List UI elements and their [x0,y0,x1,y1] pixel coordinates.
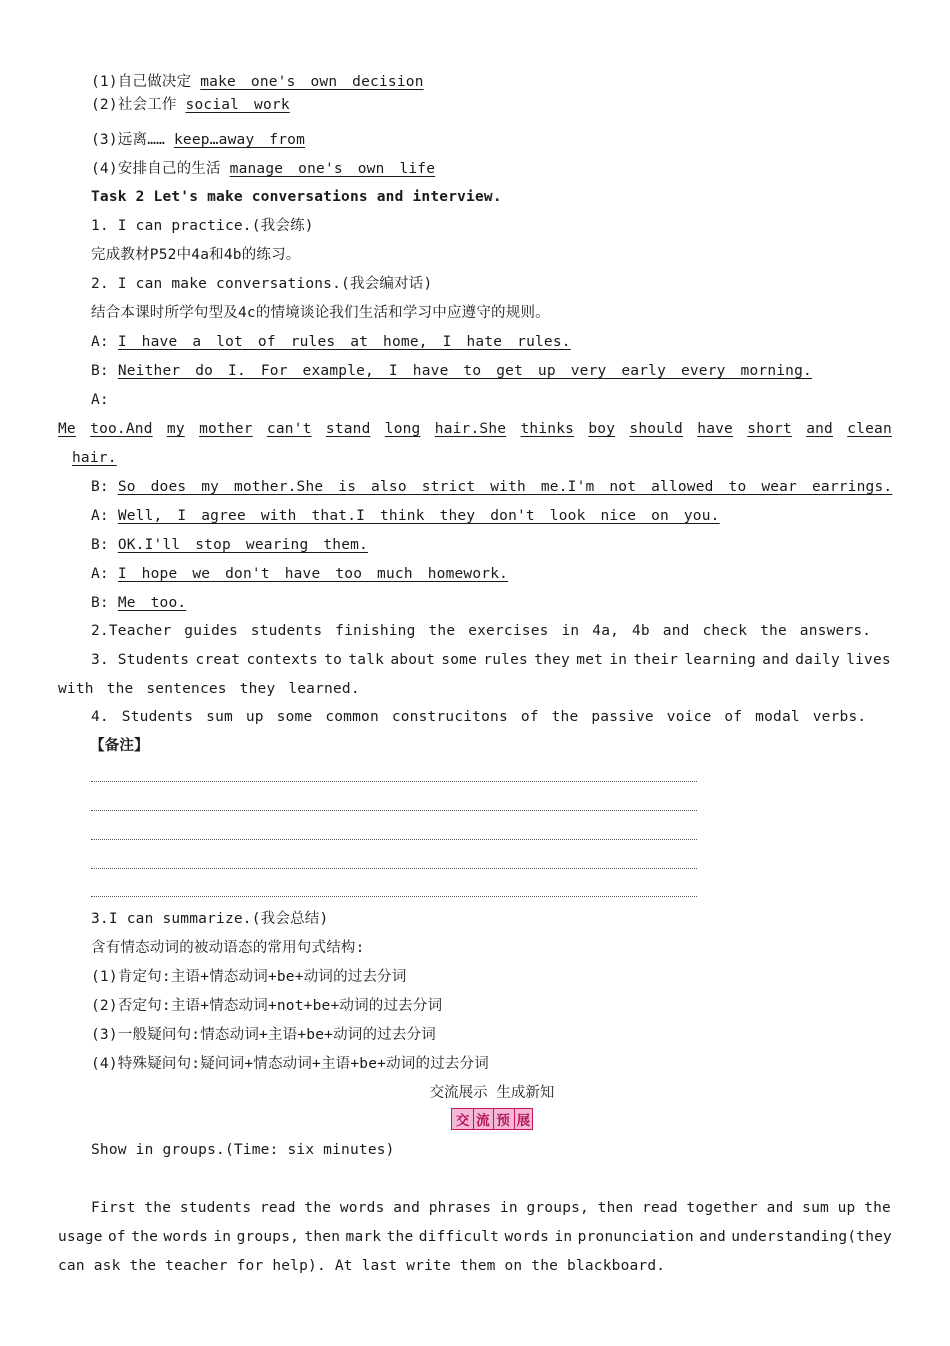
step-word: they [534,652,570,668]
step-word: met [576,652,604,668]
phrase-2-answer: social work [185,97,290,113]
dialogue-line-3-cont [72,448,117,468]
step-word: and [762,652,789,668]
task2-title: Task 2 Let's make conversations and interview. [91,189,502,205]
step-word: learning [684,652,756,668]
step-2: 2.Teacher guides students finishing the exercises in 4a, 4b and check the answers. [91,623,872,639]
paragraph-word: groups, [526,1200,589,1216]
dialogue-line-3 [58,419,892,439]
paragraph-word: pronunciation [577,1229,694,1245]
paragraph-word: words [504,1229,550,1245]
paragraph-word: up [837,1200,856,1216]
dialogue-line-1 [91,332,571,352]
phrase-2-label: (2)社会工作 [91,97,177,113]
paragraph-word: then [304,1229,341,1245]
paragraph-word: read [259,1200,296,1216]
step-3 [91,650,891,670]
badge-char: 交 [455,1113,470,1129]
paragraph-word: phrases [428,1200,492,1216]
badge-char: 展 [514,1109,531,1129]
step-word: daily [795,652,840,668]
phrase-3 [91,130,305,150]
paragraph-word: difficult [418,1229,500,1245]
paragraph-word: read [642,1200,678,1216]
phrase-4-label: (4)安排自己的生活 [91,161,221,177]
phrase-4-answer: manage one's own life [229,161,436,177]
notes-line [91,810,697,811]
paragraph-word: in [554,1229,573,1245]
step-word: rules [483,652,528,668]
paragraph-word: mark [345,1229,382,1245]
paragraph-word: sum [802,1200,829,1216]
task2-item1: 1. I can practice.(我会练) [91,218,314,234]
summary-item-2: (2)否定句:主语+情态动词+not+be+动词的过去分词 [91,998,443,1014]
dialogue-answer: I have a lot of rules at home, I hate rules. [117,334,571,350]
dialogue-line-7 [91,564,508,584]
dialogue-word: and [806,421,833,437]
step-word: lives [846,652,891,668]
dialogue-answer: Well, I agree with that.I think they don't look nice on you. [117,508,720,524]
paragraph-word: the [144,1200,172,1216]
task2-item2: 2. I can make conversations.(我会编对话) [91,276,433,292]
paragraph-line-3: can ask the teacher for help). At last write them on the blackboard. [58,1258,666,1274]
paragraph-word: the [386,1229,414,1245]
dialogue-word: short [747,421,792,437]
dialogue-word: too.And [90,421,153,437]
summary-item-1: (1)肯定句:主语+情态动词+be+动词的过去分词 [91,969,407,985]
paragraph-word: First [91,1200,136,1216]
dialogue-word: boy [588,421,616,437]
paragraph-word: and [766,1200,794,1216]
paragraph-word: the [304,1200,332,1216]
notes-line [91,896,697,897]
paragraph-word: in [213,1229,232,1245]
dialogue-word: hair.She [434,421,507,437]
dialogue-line-8 [91,593,186,613]
dialogue-line-6 [91,535,368,555]
dialogue-word: have [697,421,733,437]
speaker-label: B: [91,479,109,495]
dialogue-answer: I hope we don't have too much homework. [117,566,509,582]
dialogue-word: mother [199,421,253,437]
dialogue-word: my [166,421,185,437]
speaker-label: A: [91,566,109,582]
task2-item1-desc: 完成教材P52中4a和4b的练习。 [91,247,301,263]
step-4: 4. Students sum up some common construcitons of the passive voice of modal verbs. [91,709,867,725]
phrase-3-answer: keep…away from [174,132,306,148]
step-word: 3. Students [91,652,190,668]
paragraph-word: understanding(they [731,1229,892,1245]
phrase-4 [91,159,435,179]
dialogue-word: thinks [520,421,575,437]
dialogue-answer: OK.I'll stop wearing them. [117,537,368,553]
dialogue-word: can't [266,421,312,437]
dialogue-line-5 [91,506,720,526]
badge-char: 预 [493,1109,510,1129]
phrase-1-label: (1)自己做决定 [91,74,192,90]
dialogue-word: Me [58,421,76,437]
summary-item-3: (3)一般疑问句:情态动词+主语+be+动词的过去分词 [91,1027,436,1043]
paragraph-word: words [163,1229,209,1245]
step-word: to [324,652,343,668]
phrase-2 [91,95,290,115]
step-word: creat [195,652,241,668]
dialogue-word: clean [847,421,892,437]
paragraph-word: the [131,1229,159,1245]
show-in-groups: Show in groups.(Time: six minutes) [91,1142,395,1158]
speaker-label: B: [91,363,109,379]
dialogue-line-4 [91,477,892,497]
phrase-3-label: (3)远离…… [91,132,166,148]
paragraph-word: together [686,1200,758,1216]
badge-char: 流 [473,1109,490,1129]
speaker-label: A: [91,508,109,524]
summary-title: 3.I can summarize.(我会总结) [91,911,329,927]
step-word: their [633,652,679,668]
phrase-1-answer: make one's own decision [200,74,424,90]
paragraph-word: and [699,1229,726,1245]
summary-item-4: (4)特殊疑问句:疑问词+情态动词+主语+be+动词的过去分词 [91,1056,489,1072]
paragraph-word: usage [58,1229,103,1245]
speaker-label: B: [91,595,109,611]
dialogue-answer: Neither do I. For example, I have to get up very early every morning. [117,363,812,379]
phrase-1 [91,72,424,92]
dialogue-word: long [384,421,421,437]
paragraph-word: words [339,1200,385,1216]
notes-line [91,839,697,840]
dialogue-word: should [629,421,683,437]
dialogue-answer: Me too. [117,595,187,611]
summary-intro: 含有情态动词的被动语态的常用句式结构: [91,940,365,956]
paragraph-word: of [108,1229,126,1245]
step-word: some [441,652,478,668]
paragraph-word: groups, [236,1229,300,1245]
paragraph-word: students [179,1200,252,1216]
paragraph-word: and [393,1200,421,1216]
dialogue-answer: hair. [72,450,117,466]
step-3-cont: with the sentences they learned. [58,681,360,697]
step-word: contexts [246,652,318,668]
paragraph-word: then [597,1200,634,1216]
section-heading: 交流展示 生成新知 [429,1085,555,1101]
paragraph-word: the [864,1200,891,1216]
notes-line [91,781,697,782]
dialogue-line-3-speaker: A: [91,392,109,408]
task2-item2-desc: 结合本课时所学句型及4c的情境谈论我们生活和学习中应遵守的规则。 [91,305,550,321]
notes-line [91,868,697,869]
step-word: about [390,652,436,668]
dialogue-word: stand [325,421,371,437]
paragraph-line-1 [91,1198,891,1218]
step-word: in [609,652,628,668]
speaker-label: B: [91,537,109,553]
speaker-label: A: [91,334,109,350]
paragraph-line-2 [58,1227,892,1247]
section-badge [451,1108,533,1130]
dialogue-line-2 [91,361,812,381]
dialogue-answer: So does my mother.She is also strict with me.I'm not allowed to wear earrings. [117,479,893,495]
paragraph-word: in [499,1200,518,1216]
step-word: talk [348,652,385,668]
notes-label: 【备注】 [90,738,149,754]
